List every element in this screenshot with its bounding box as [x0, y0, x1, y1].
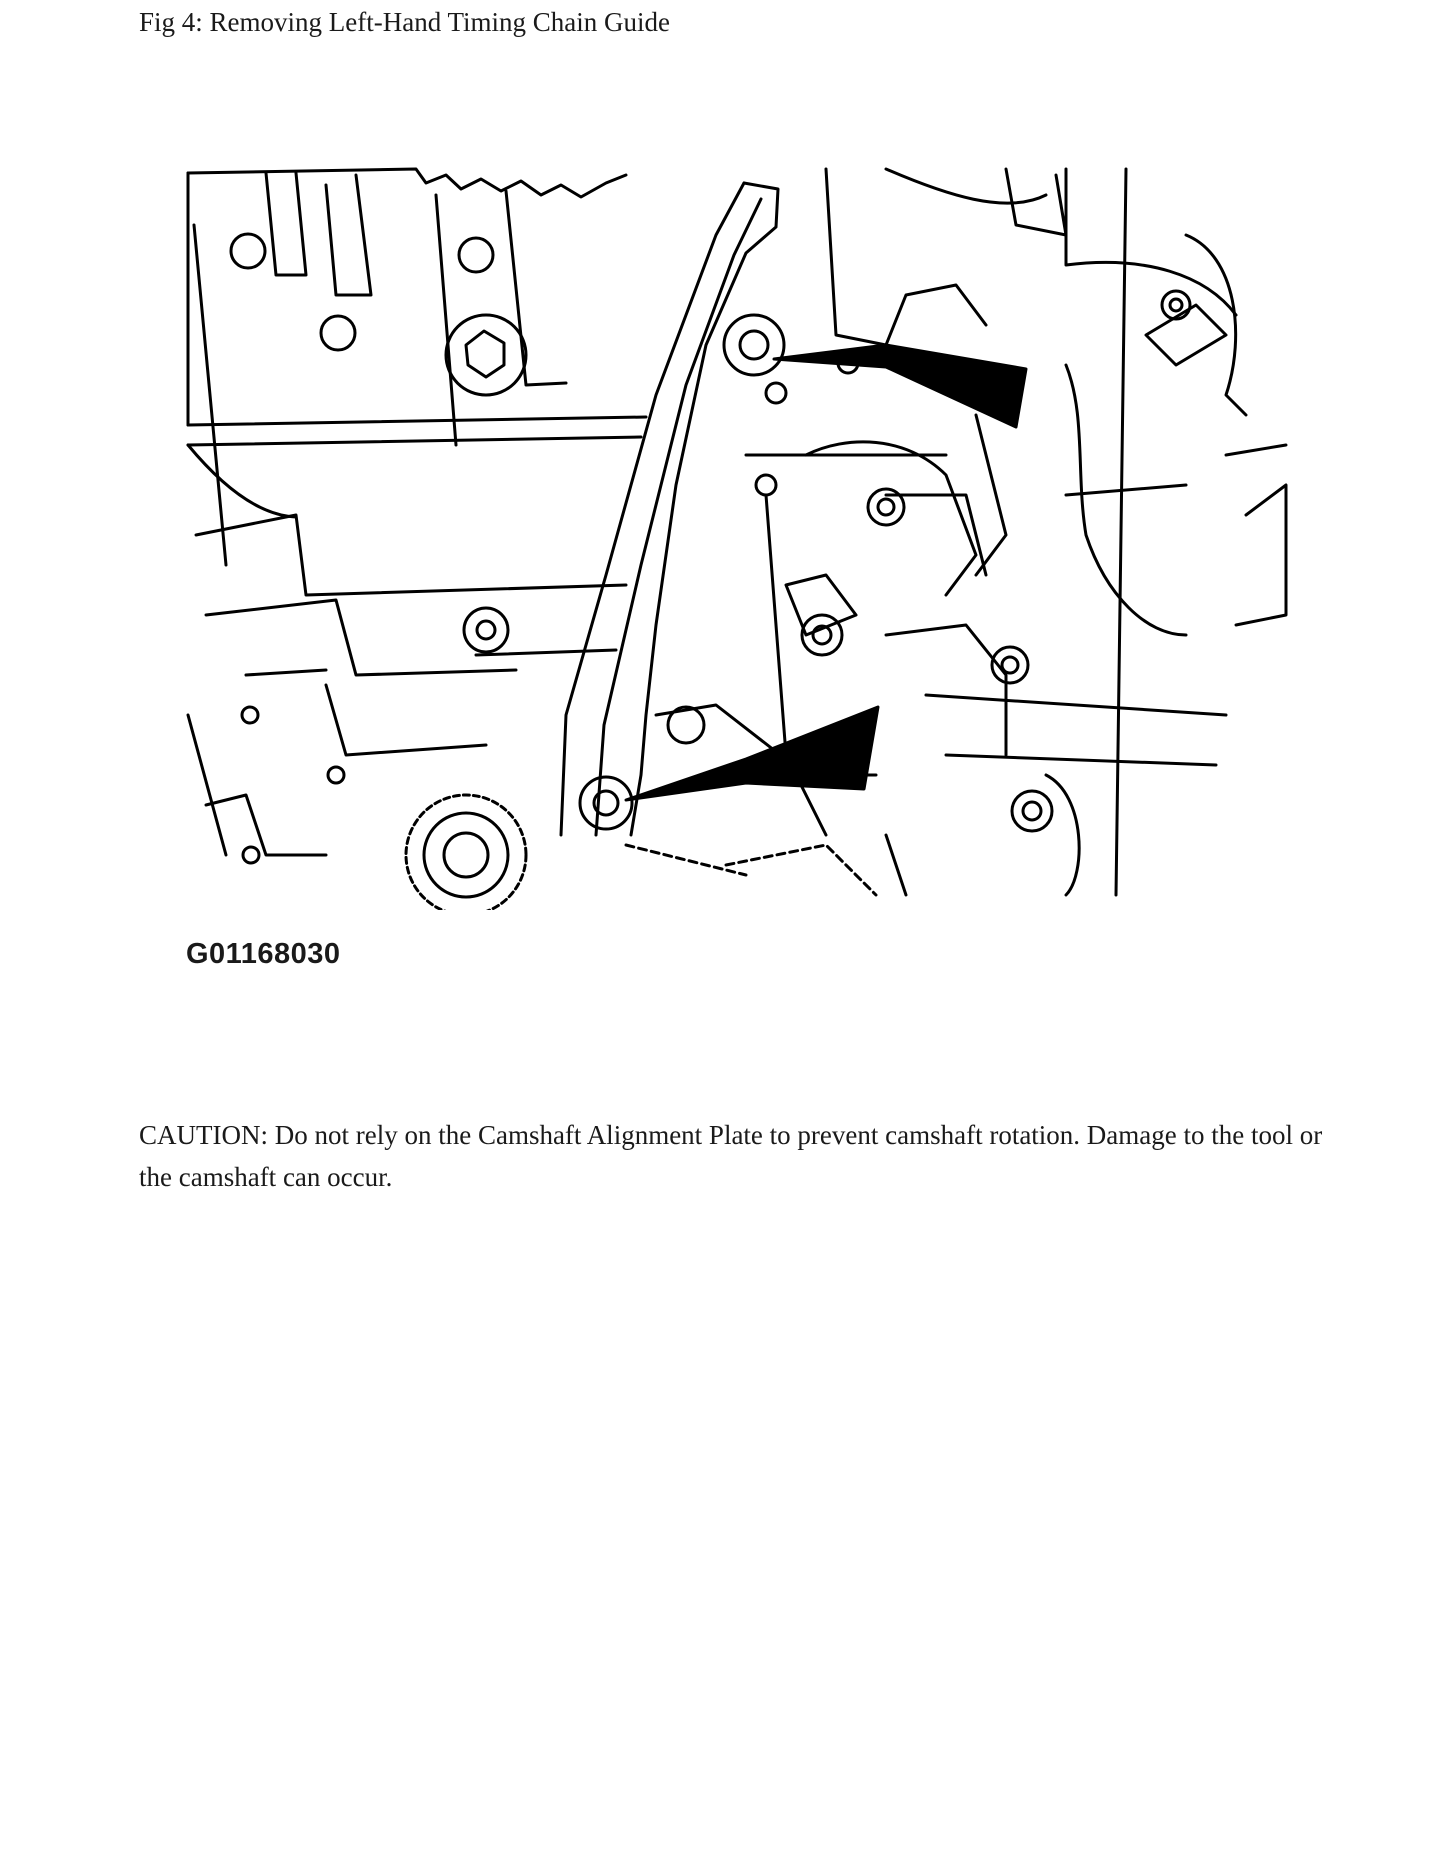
figure-caption: Fig 4: Removing Left-Hand Timing Chain Guide — [139, 7, 670, 37]
block-holes — [231, 234, 526, 863]
figure-code: G01168030 — [186, 938, 341, 970]
engine-line-drawing — [186, 155, 1290, 910]
callout-arrow-upper — [774, 345, 1026, 427]
callout-arrow-lower — [626, 707, 878, 800]
caution-text: CAUTION: Do not rely on the Camshaft Alignment Plate to prevent camshaft rotation. Damage to the tool or the camshaft can occur. — [139, 1120, 1323, 1192]
engine-components-right — [656, 169, 1286, 895]
sprockets — [406, 795, 876, 910]
engine-block — [188, 169, 646, 855]
